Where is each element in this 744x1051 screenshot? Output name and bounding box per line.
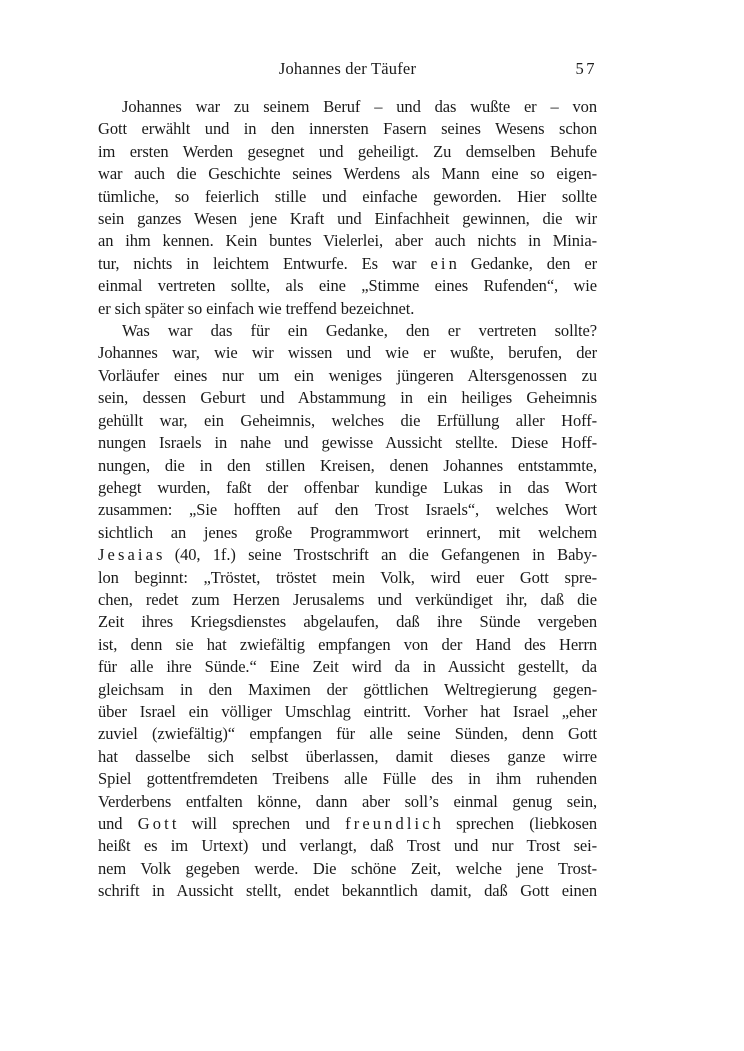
text-line: chen, redet zum Herzen Jerusalems und verkündiget ihr, daß die (98, 589, 597, 609)
running-header (98, 59, 597, 79)
text-line: schrift in Aussicht stellt, endet bekanntlich damit, daß Gott einen (98, 881, 597, 901)
text-line: für alle ihre Sünde.“ Eine Zeit wird da in Aussicht gestellt, da (98, 657, 597, 677)
text-line: sein ganzes Wesen jene Kraft und Einfachheit gewinnen, die wir (98, 209, 597, 229)
text-line: Vorläufer eines nur um ein weniges jüngeren Altersgenossen zu (98, 365, 597, 385)
text-line: Johannes war, wie wir wissen und wie er wußte, berufen, der (98, 343, 597, 363)
text-line: er sich später so einfach wie treffend bezeichnet. (98, 298, 415, 318)
text-line: hat dasselbe sich selbst überlassen, damit dieses ganze wirre (98, 746, 597, 766)
paragraph (98, 320, 597, 903)
text-line: lon beginnt: „Tröstet, tröstet mein Volk, wird euer Gott spre- (98, 567, 597, 587)
text-line: zuviel (zwiefältig)“ empfangen für alle seine Sünden, denn Gott (98, 724, 597, 744)
text-line: nungen Israels in nahe und gewisse Aussicht stellte. Diese Hoff- (98, 433, 597, 453)
text-line: über Israel ein völliger Umschlag eintritt. Vorher hat Israel „eher (98, 701, 597, 721)
text-line: gehegt wurden, faßt der offenbar kundige Lukas in das Wort (98, 477, 597, 497)
text-line: J e s a i a s (40, 1f.) seine Trostschrift an die Gefangenen in Baby- (98, 545, 597, 565)
page-number: 57 (575, 59, 597, 78)
text-line: tümliche, so feierlich stille und einfache geworden. Hier sollte (98, 186, 597, 206)
text-line: und G o t t will sprechen und f r e u n d l i c h sprechen (liebkosen (98, 814, 597, 833)
text-line: Zeit ihres Kriegsdienstes abgelaufen, daß ihre Sünde vergeben (98, 612, 597, 632)
text-line: heißt es im Urtext) und verlangt, daß Trost und nur Trost sei- (98, 836, 597, 856)
text-line: ist, denn sie hat zwiefältig empfangen von der Hand des Herrn (98, 634, 597, 654)
page-body-text (98, 96, 597, 903)
text-line: Johannes war zu seinem Beruf – und das wußte er – von (122, 97, 597, 116)
text-line: sichtlich an jenes große Programmwort erinnert, mit welchem (98, 522, 597, 542)
text-line: Gott erwählt und in den innersten Fasern seines Wesens schon (98, 119, 597, 139)
text-line: zusammen: „Sie hofften auf den Trost Israels“, welches Wort (98, 500, 597, 520)
text-line: tur, nichts in leichtem Entwurfe. Es war e i n Gedanke, den er (98, 253, 597, 273)
text-line: Was war das für ein Gedanke, den er vertreten sollte? (122, 321, 597, 341)
text-line: Verderbens entfalten könne, dann aber soll’s einmal genug sein, (98, 791, 597, 811)
text-line: im ersten Werden gesegnet und geheiligt. Zu demselben Behufe (98, 141, 597, 161)
running-header-title: Johannes der Täufer (278, 59, 417, 78)
text-line: gleichsam in den Maximen der göttlichen Weltregierung gegen- (98, 679, 597, 699)
text-line: Spiel gottentfremdeten Treibens alle Fülle des in ihm ruhenden (98, 769, 597, 789)
text-line: nungen, die in den stillen Kreisen, denen Johannes entstammte, (98, 455, 597, 475)
text-line: war auch die Geschichte seines Werdens als Mann eine so eigen- (98, 164, 597, 184)
paragraph (98, 96, 597, 320)
text-line: an ihm kennen. Kein buntes Vielerlei, aber auch nichts in Minia- (98, 231, 597, 251)
text-line: nem Volk gegeben werde. Die schöne Zeit, welche jene Trost- (98, 858, 597, 878)
text-line: einmal vertreten sollte, als eine „Stimme eines Rufenden“, wie (98, 276, 597, 296)
text-line: gehüllt war, ein Geheimnis, welches die Erfüllung aller Hoff- (98, 410, 597, 430)
text-line: sein, dessen Geburt und Abstammung in ein heiliges Geheimnis (98, 388, 597, 408)
